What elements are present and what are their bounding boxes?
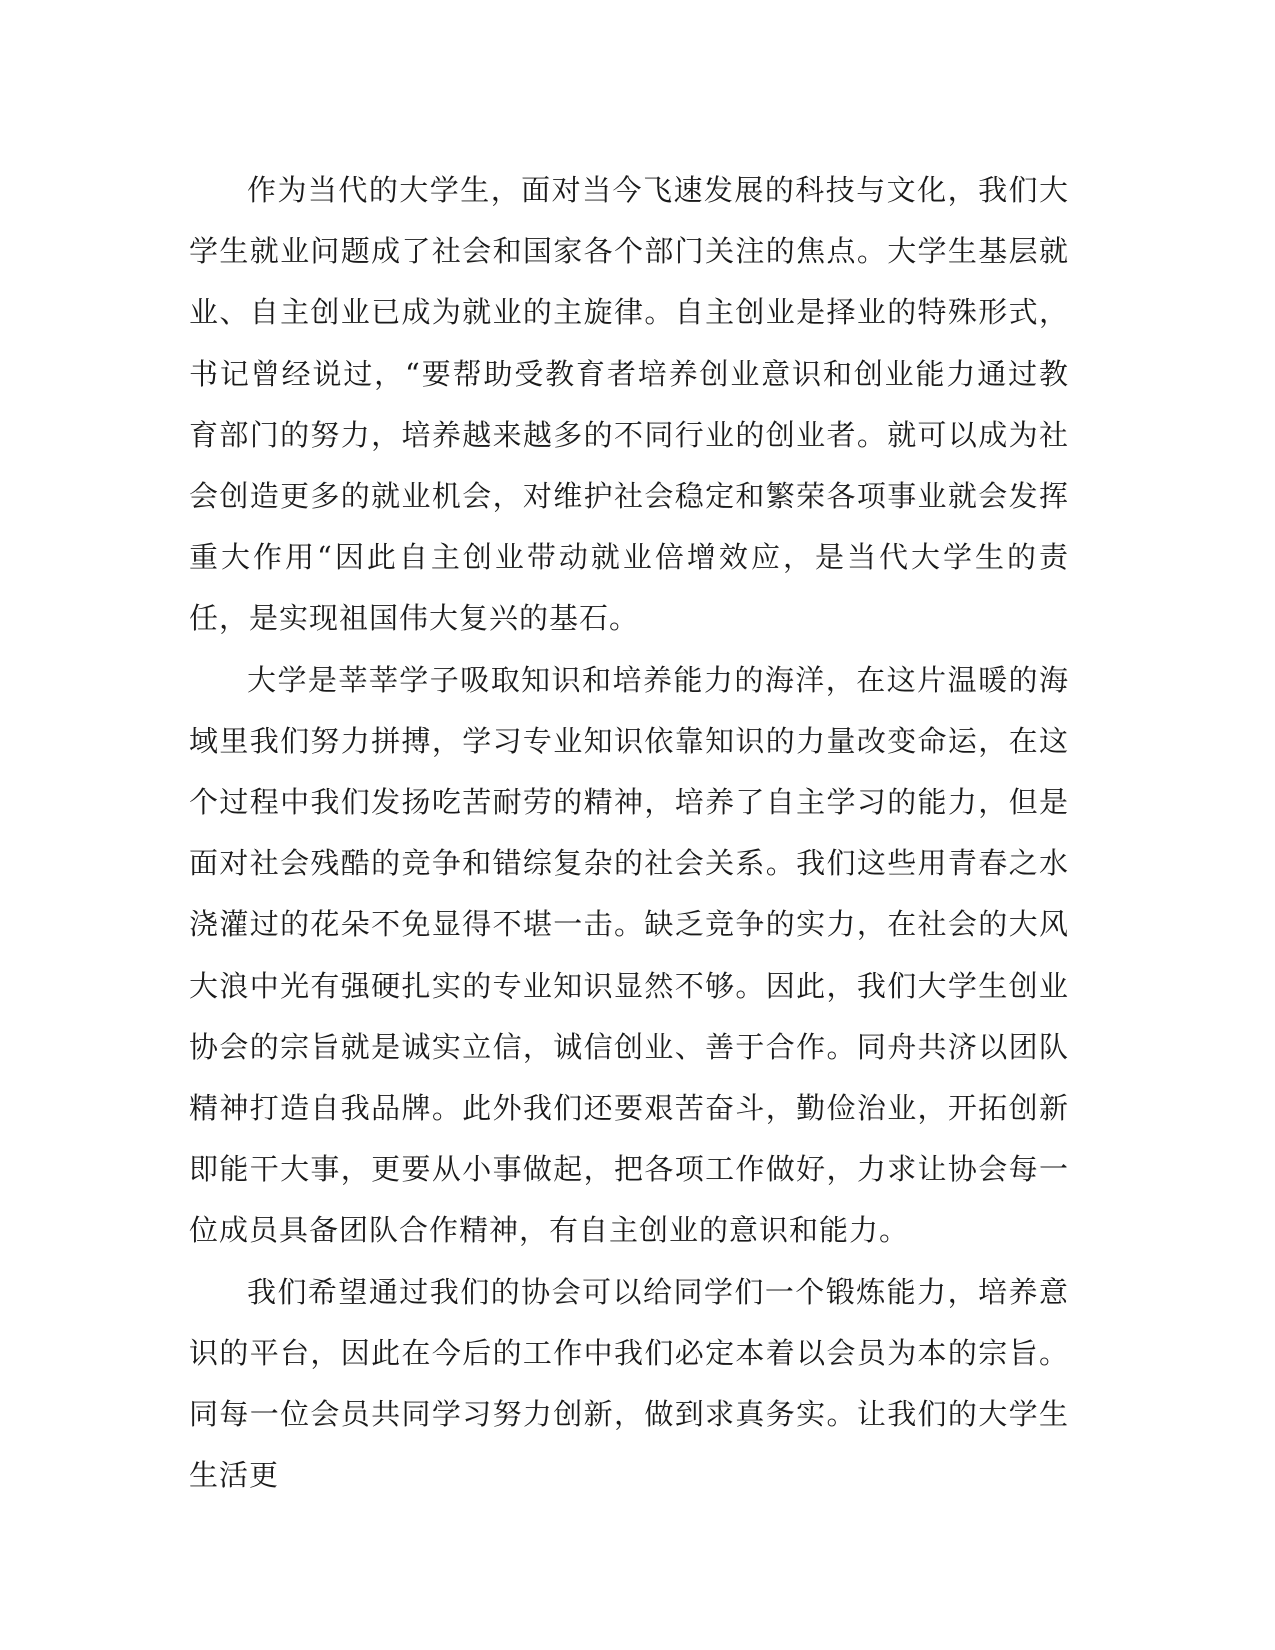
paragraph-2: 大学是莘莘学子吸取知识和培养能力的海洋，在这片温暖的海域里我们努力拼搏，学习专业知识依靠知识的力量改变命运，在这个过程中我们发扬吃苦耐劳的精神，培养了自主学习的能力，但是面对社会残酷的竞争和错综复杂的社会关系。我们这些用青春之水浇灌过的花朵不免显得不堪一击。缺乏竞争的实力，在社会的大风大浪中光有强硬扎实的专业知识显然不够。因此，我们大学生创业协会的宗旨就是诚实立信，诚信创业、善于合作。同舟共济以团队精神打造自我品牌。此外我们还要艰苦奋斗，勤俭治业，开拓创新即能干大事，更要从小事做起，把各项工作做好，力求让协会每一位成员具备团队合作精神，有自主创业的意识和能力。 xyxy=(189,662,1069,1248)
document-body xyxy=(189,160,1069,1506)
paragraph-1: 作为当代的大学生，面对当今飞速发展的科技与文化，我们大学生就业问题成了社会和国家各个部门关注的焦点。大学生基层就业、自主创业已成为就业的主旋律。自主创业是择业的特殊形式，书记曾经说过，“要帮助受教育者培养创业意识和创业能力通过教育部门的努力，培养越来越多的不同行业的创业者。就可以成为社会创造更多的就业机会，对维护社会稳定和繁荣各项事业就会发挥重大作用“因此自主创业带动就业倍增效应，是当代大学生的责任，是实现祖国伟大复兴的基石。 xyxy=(189,173,1069,636)
paragraph-3: 我们希望通过我们的协会可以给同学们一个锻炼能力，培养意识的平台，因此在今后的工作中我们必定本着以会员为本的宗旨。同每一位会员共同学习努力创新，做到求真务实。让我们的大学生生活更 xyxy=(189,1274,1069,1493)
